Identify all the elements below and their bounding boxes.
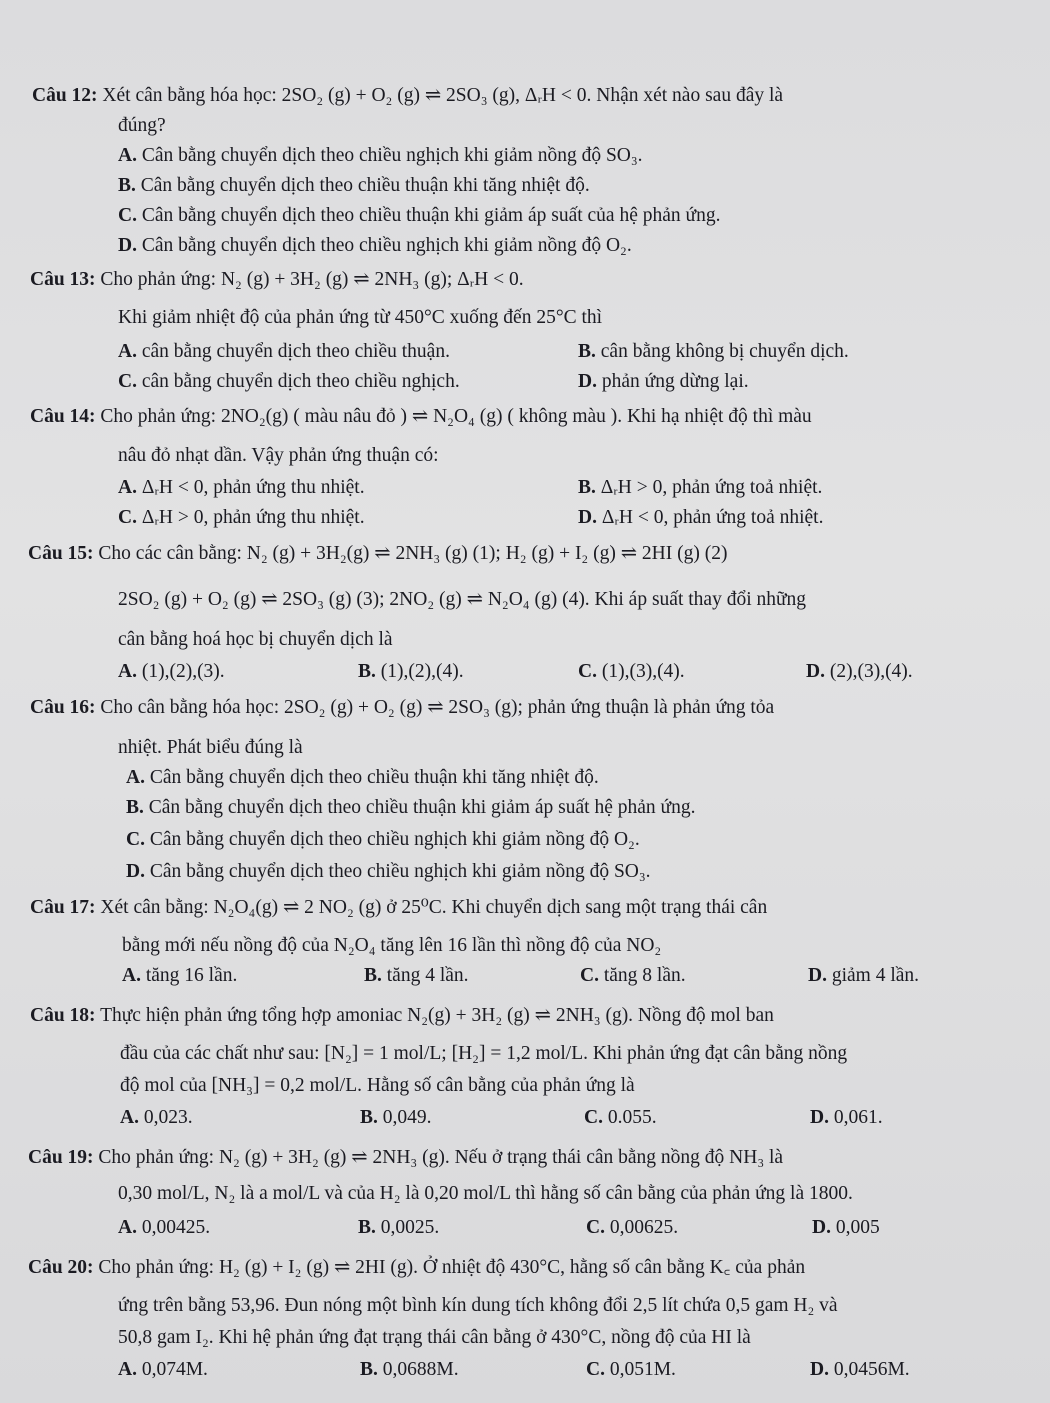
q15-stem-cont-2: cân bằng hoá học bị chuyển dịch là <box>118 629 393 650</box>
q16-stem-cont: nhiệt. Phát biểu đúng là <box>118 737 303 758</box>
q13-line-1 <box>30 268 524 292</box>
q14-option-a: A. ΔᵣH < 0, phản ứng thu nhiệt. <box>118 477 365 498</box>
q13-stem: Cho phản ứng: N₂ (g) + 3H₂ (g) ⇌ 2NH₃ (g); ΔᵣH < 0. <box>100 269 524 290</box>
q18-option-a: A. 0,023. <box>120 1107 193 1128</box>
q20-option-b: B. 0,0688M. <box>360 1359 459 1380</box>
q16-option-b: B. Cân bằng chuyển dịch theo chiều thuận khi giảm áp suất hệ phản ứng. <box>126 797 696 818</box>
q17-option-d: D. giảm 4 lần. <box>808 965 920 986</box>
q16-option-d: D. Cân bằng chuyển dịch theo chiều nghịch khi giảm nồng độ SO₃. <box>126 861 651 882</box>
q16-stem: Cho cân bằng hóa học: 2SO₂ (g) + O₂ (g) ⇌ 2SO₃ (g); phản ứng thuận là phản ứng tỏa <box>100 697 775 718</box>
q14-option-c: C. ΔᵣH > 0, phản ứng thu nhiệt. <box>118 507 365 528</box>
q19-stem: Cho phản ứng: N₂ (g) + 3H₂ (g) ⇌ 2NH₃ (g). Nếu ở trạng thái cân bằng nồng độ NH₃ là <box>98 1147 784 1168</box>
q12-line-1 <box>32 84 783 108</box>
q17-line-1 <box>30 896 767 920</box>
q19-option-a: A. 0,00425. <box>118 1217 211 1238</box>
q20-line-1 <box>28 1256 805 1280</box>
q12-option-c: C. Cân bằng chuyển dịch theo chiều thuận khi giảm áp suất của hệ phản ứng. <box>118 205 721 226</box>
q20-option-c: C. 0,051M. <box>586 1359 676 1380</box>
q17-option-a: A. tăng 16 lần. <box>122 965 238 986</box>
q12-stem-cont: đúng? <box>118 115 166 136</box>
q15-option-a: A. (1),(2),(3). <box>118 661 225 682</box>
q19-line-1 <box>28 1146 783 1170</box>
q20-stem-cont-2: 50,8 gam I₂. Khi hệ phản ứng đạt trạng thái cân bằng ở 430°C, nồng độ của HI là <box>118 1327 751 1348</box>
q17-stem: Xét cân bằng: N₂O₄(g) ⇌ 2 NO₂ (g) ở 25⁰C. Khi chuyển dịch sang một trạng thái cân <box>100 897 768 918</box>
q17-option-c: C. tăng 8 lần. <box>580 965 686 986</box>
q15-stem: Cho các cân bằng: N₂ (g) + 3H₂(g) ⇌ 2NH₃ (g) (1); H₂ (g) + I₂ (g) ⇌ 2HI (g) (2) <box>98 543 728 564</box>
q18-stem-cont-2: độ mol của [NH₃] = 0,2 mol/L. Hằng số cân bằng của phản ứng là <box>120 1075 635 1096</box>
q14-option-b: B. ΔᵣH > 0, phản ứng toả nhiệt. <box>578 477 823 498</box>
q20-option-d: D. 0,0456M. <box>810 1359 910 1380</box>
q14-line-1 <box>30 405 812 429</box>
q17-stem-cont: bằng mới nếu nồng độ của N₂O₄ tăng lên 16 lần thì nồng độ của NO₂ <box>122 935 662 956</box>
q13-stem-cont: Khi giảm nhiệt độ của phản ứng từ 450°C xuống đến 25°C thì <box>118 307 603 328</box>
q14-label: Câu 14: <box>30 406 96 427</box>
q15-option-c: C. (1),(3),(4). <box>578 661 685 682</box>
q12-label: Câu 12: <box>32 85 98 106</box>
q13-option-c: C. cân bằng chuyển dịch theo chiều nghịch. <box>118 371 460 392</box>
q13-option-d: D. phản ứng dừng lại. <box>578 371 749 392</box>
q14-option-d: D. ΔᵣH < 0, phản ứng toả nhiệt. <box>578 507 824 528</box>
q18-stem-cont-1: đầu của các chất như sau: [N₂] = 1 mol/L; [H₂] = 1,2 mol/L. Khi phản ứng đạt cân bằng nồng <box>120 1043 848 1064</box>
q14-stem-cont: nâu đỏ nhạt dần. Vậy phản ứng thuận có: <box>118 445 439 466</box>
q12-stem: Xét cân bằng hóa học: 2SO₂ (g) + O₂ (g) ⇌ 2SO₃ (g), ΔᵣH < 0. Nhận xét nào sau đây là <box>102 85 784 106</box>
q20-stem: Cho phản ứng: H₂ (g) + I₂ (g) ⇌ 2HI (g). Ở nhiệt độ 430°C, hằng số cân bằng K꜀ của phản <box>98 1257 806 1278</box>
q15-option-b: B. (1),(2),(4). <box>358 661 464 682</box>
q16-label: Câu 16: <box>30 697 96 718</box>
q20-stem-cont-1: ứng trên bằng 53,96. Đun nóng một bình kín dung tích không đổi 2,5 lít chứa 0,5 gam H₂ và <box>118 1295 838 1316</box>
q17-option-b: B. tăng 4 lần. <box>364 965 469 986</box>
q15-line-1 <box>28 542 728 566</box>
q20-label: Câu 20: <box>28 1257 94 1278</box>
q12-option-d: D. Cân bằng chuyển dịch theo chiều nghịch khi giảm nồng độ O₂. <box>118 235 632 256</box>
q15-stem-cont-1: 2SO₂ (g) + O₂ (g) ⇌ 2SO₃ (g) (3); 2NO₂ (g) ⇌ N₂O₄ (g) (4). Khi áp suất thay đổi những <box>118 589 807 610</box>
q16-option-c: C. Cân bằng chuyển dịch theo chiều nghịch khi giảm nồng độ O₂. <box>126 829 640 850</box>
q18-option-d: D. 0,061. <box>810 1107 883 1128</box>
q15-label: Câu 15: <box>28 543 94 564</box>
q19-option-d: D. 0,005 <box>812 1217 880 1238</box>
q19-option-b: B. 0,0025. <box>358 1217 440 1238</box>
q18-option-c: C. 0.055. <box>584 1107 657 1128</box>
q17-label: Câu 17: <box>30 897 96 918</box>
q13-option-b: B. cân bằng không bị chuyển dịch. <box>578 341 849 362</box>
q13-option-a: A. cân bằng chuyển dịch theo chiều thuận. <box>118 341 450 362</box>
q16-option-a: A. Cân bằng chuyển dịch theo chiều thuận khi tăng nhiệt độ. <box>126 767 599 788</box>
q13-label: Câu 13: <box>30 269 96 290</box>
q19-label: Câu 19: <box>28 1147 94 1168</box>
q19-stem-cont: 0,30 mol/L, N₂ là a mol/L và của H₂ là 0,20 mol/L thì hằng số cân bằng của phản ứng là 1800. <box>118 1183 853 1204</box>
q12-option-a: A. Cân bằng chuyển dịch theo chiều nghịch khi giảm nồng độ SO₃. <box>118 145 643 166</box>
q20-option-a: A. 0,074M. <box>118 1359 208 1380</box>
q16-line-1 <box>30 696 774 720</box>
q14-stem: Cho phản ứng: 2NO₂(g) ( màu nâu đỏ ) ⇌ N₂O₄ (g) ( không màu ). Khi hạ nhiệt độ thì màu <box>100 406 812 427</box>
q12-option-b: B. Cân bằng chuyển dịch theo chiều thuận khi tăng nhiệt độ. <box>118 175 590 196</box>
q19-option-c: C. 0,00625. <box>586 1217 679 1238</box>
q15-option-d: D. (2),(3),(4). <box>806 661 913 682</box>
q18-line-1 <box>30 1004 774 1028</box>
q18-label: Câu 18: <box>30 1005 96 1026</box>
q18-option-b: B. 0,049. <box>360 1107 432 1128</box>
q18-stem: Thực hiện phản ứng tổng hợp amoniac N₂(g) + 3H₂ (g) ⇌ 2NH₃ (g). Nồng độ mol ban <box>100 1005 774 1026</box>
